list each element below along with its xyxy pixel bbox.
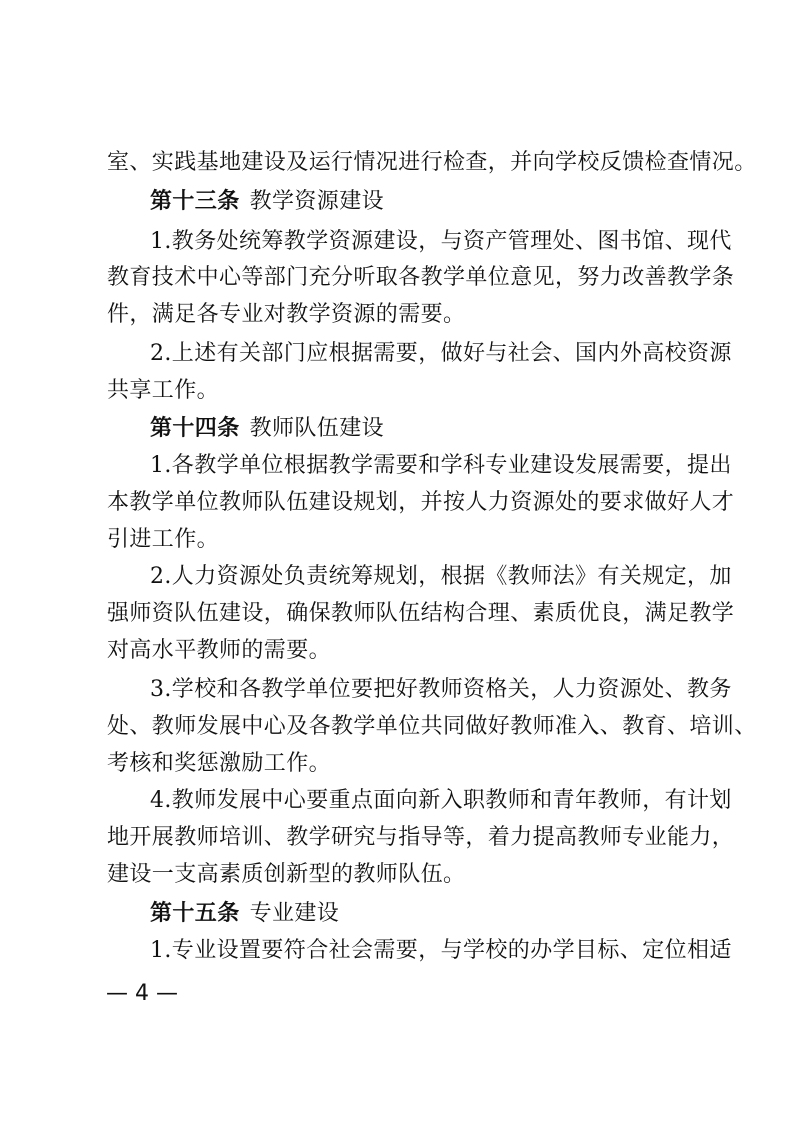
paragraph-line: 教育技术中心等部门充分听取各教学单位意见，努力改善教学条	[107, 265, 735, 290]
article-title: 教师队伍建设	[249, 416, 385, 441]
paragraph-line: 1.专业设置要符合社会需要，与学校的办学目标、定位相适	[150, 938, 732, 963]
paragraph-line: 3.学校和各教学单位要把好教师资格关，人力资源处、教务	[150, 677, 732, 702]
article-title: 教学资源建设	[249, 189, 385, 214]
paragraph-line: 件，满足各专业对教学资源的需要。	[107, 302, 466, 327]
paragraph-line: 2.人力资源处负责统筹规划，根据《教师法》有关规定，加	[150, 564, 732, 589]
paragraph-line: 强师资队伍建设，确保教师队伍结构合理、素质优良，满足教学	[107, 601, 735, 626]
paragraph-line: 地开展教师培训、教学研究与指导等，着力提高教师专业能力，	[107, 825, 735, 850]
paragraph-line: 处、教师发展中心及各教学单位共同做好教师准入、教育、培训、	[107, 714, 757, 739]
paragraph-line: 建设一支高素质创新型的教师队伍。	[107, 862, 466, 887]
article-heading-15	[150, 893, 697, 934]
paragraph-line: 引进工作。	[107, 527, 220, 552]
paragraph-line: 本教学单位教师队伍建设规划，并按人力资源处的要求做好人才	[107, 490, 735, 515]
paragraph-line: 对高水平教师的需要。	[107, 638, 332, 663]
article-heading-13	[150, 181, 697, 222]
paragraph-line: 共享工作。	[107, 378, 220, 403]
paragraph-line: 1.教务处统筹教学资源建设，与资产管理处、图书馆、现代	[150, 229, 732, 254]
paragraph-line: 1.各教学单位根据教学需要和学科专业建设发展需要，提出	[150, 453, 732, 478]
article-heading-14	[150, 408, 697, 449]
page-number: — 4 —	[106, 981, 178, 1006]
article-title: 专业建设	[249, 901, 340, 926]
article-number: 第十三条	[150, 188, 240, 214]
article-number: 第十五条	[150, 900, 240, 926]
article-number: 第十四条	[150, 415, 240, 441]
paragraph-line: 室、实践基地建设及运行情况进行检查，并向学校反馈检查情况。	[107, 150, 757, 175]
paragraph-line: 4.教师发展中心要重点面向新入职教师和青年教师，有计划	[150, 788, 732, 813]
paragraph-line: 2.上述有关部门应根据需要，做好与社会、国内外高校资源	[150, 341, 732, 366]
paragraph-line: 考核和奖惩激励工作。	[107, 751, 332, 776]
